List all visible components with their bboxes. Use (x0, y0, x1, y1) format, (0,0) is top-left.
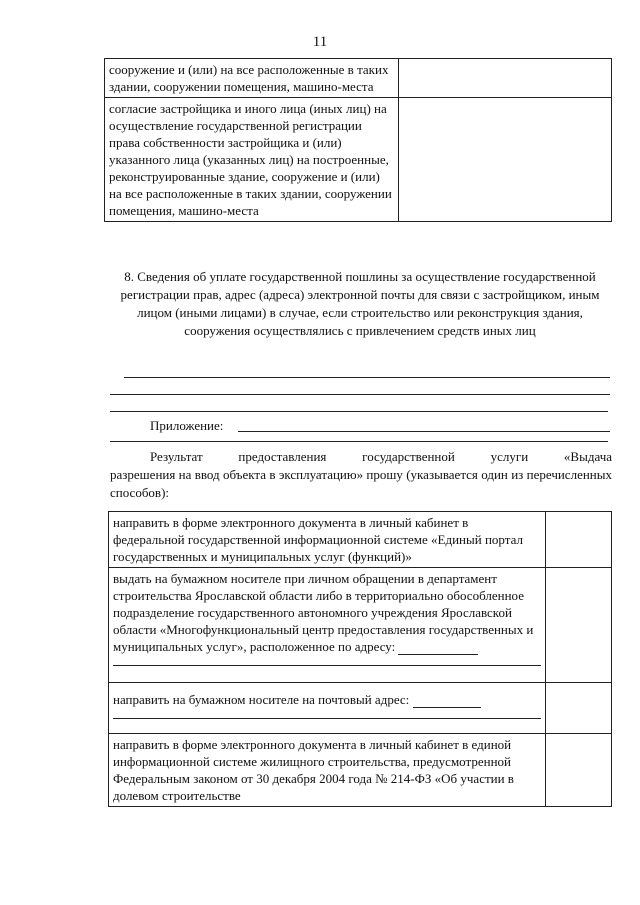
option-text-cell (109, 512, 546, 568)
table-row (109, 734, 612, 807)
option-text: выдать на бумажном носителе при личном обращении в департамент строительства Ярославской области либо в территориально обособленное подразделение государственного автономного учреждения Ярославской области «Многофункциональный центр предоставления государственных и муниципальных услуг», расположенное по адресу: (113, 571, 534, 654)
result-paragraph (110, 448, 612, 502)
option-text-cell (109, 568, 546, 683)
table-cell-blank[interactable] (398, 98, 611, 222)
postal-address-fill-line[interactable] (413, 695, 481, 708)
fill-line[interactable] (113, 665, 541, 666)
result-paragraph-rest: разрешения на ввод объекта в эксплуатацию» прошу (указывается один из перечисленных способов): (110, 467, 612, 500)
row-text: согласие застройщика и иного лица (иных лиц) на осуществление государственной регистрации права собственности застройщика и (или) указанного лица (указанных лиц) на построенные, реконструированные здание, сооружение и (или) на все расположенные в таких здании, сооружении помещения, машино-места (109, 101, 392, 218)
table-cell-blank[interactable] (398, 59, 611, 98)
row-text: сооружение и (или) на все расположенные в таких здании, сооружении помещения, машино-места (109, 62, 389, 94)
option-checkbox-cell[interactable] (545, 568, 611, 683)
fill-line[interactable] (124, 377, 610, 378)
option-text: направить в форме электронного документа в личный кабинет в федеральной государственной информационной системе «Единый портал государственных и муниципальных услуг (функций)» (113, 515, 523, 564)
fill-line[interactable] (110, 411, 608, 412)
option-text: направить на бумажном носителе на почтовый адрес: (113, 692, 410, 707)
option-checkbox-cell[interactable] (545, 512, 611, 568)
option-checkbox-cell[interactable] (545, 683, 611, 734)
fill-line[interactable] (113, 718, 541, 719)
table-row (109, 568, 612, 683)
option-text-cell (109, 734, 546, 807)
documents-table (104, 58, 612, 222)
option-text-cell (109, 683, 546, 734)
fill-line[interactable] (110, 441, 608, 442)
page-number: 11 (312, 34, 328, 50)
result-paragraph-line: Результат предоставления государственной услуги «Выдача (150, 449, 612, 464)
address-fill-line[interactable] (398, 642, 478, 655)
appendix-fill-line[interactable] (238, 431, 610, 432)
table-cell-text (105, 59, 399, 98)
table-row (109, 512, 612, 568)
option-text: направить в форме электронного документа в личный кабинет в единой информационной системе жилищного строительства, предусмотренной Федеральным законом от 30 декабря 2004 года № 214-ФЗ «Об участии в долевом строительстве (113, 737, 514, 803)
option-checkbox-cell[interactable] (545, 734, 611, 807)
fill-line[interactable] (110, 394, 610, 395)
table-row (105, 59, 612, 98)
delivery-options-table (108, 511, 612, 807)
table-cell-text (105, 98, 399, 222)
table-row (105, 98, 612, 222)
table-row (109, 683, 612, 734)
section-8-heading: 8. Сведения об уплате государственной пошлины за осуществление государственной регистрации прав, адрес (адреса) электронной почты для связи с застройщиком, иным лицом (иными лицами) в случае, если строительство или реконструкция здания, сооружения осуществлялись с привлечением средств иных лиц (120, 269, 600, 338)
appendix-label: Приложение: (150, 418, 224, 433)
